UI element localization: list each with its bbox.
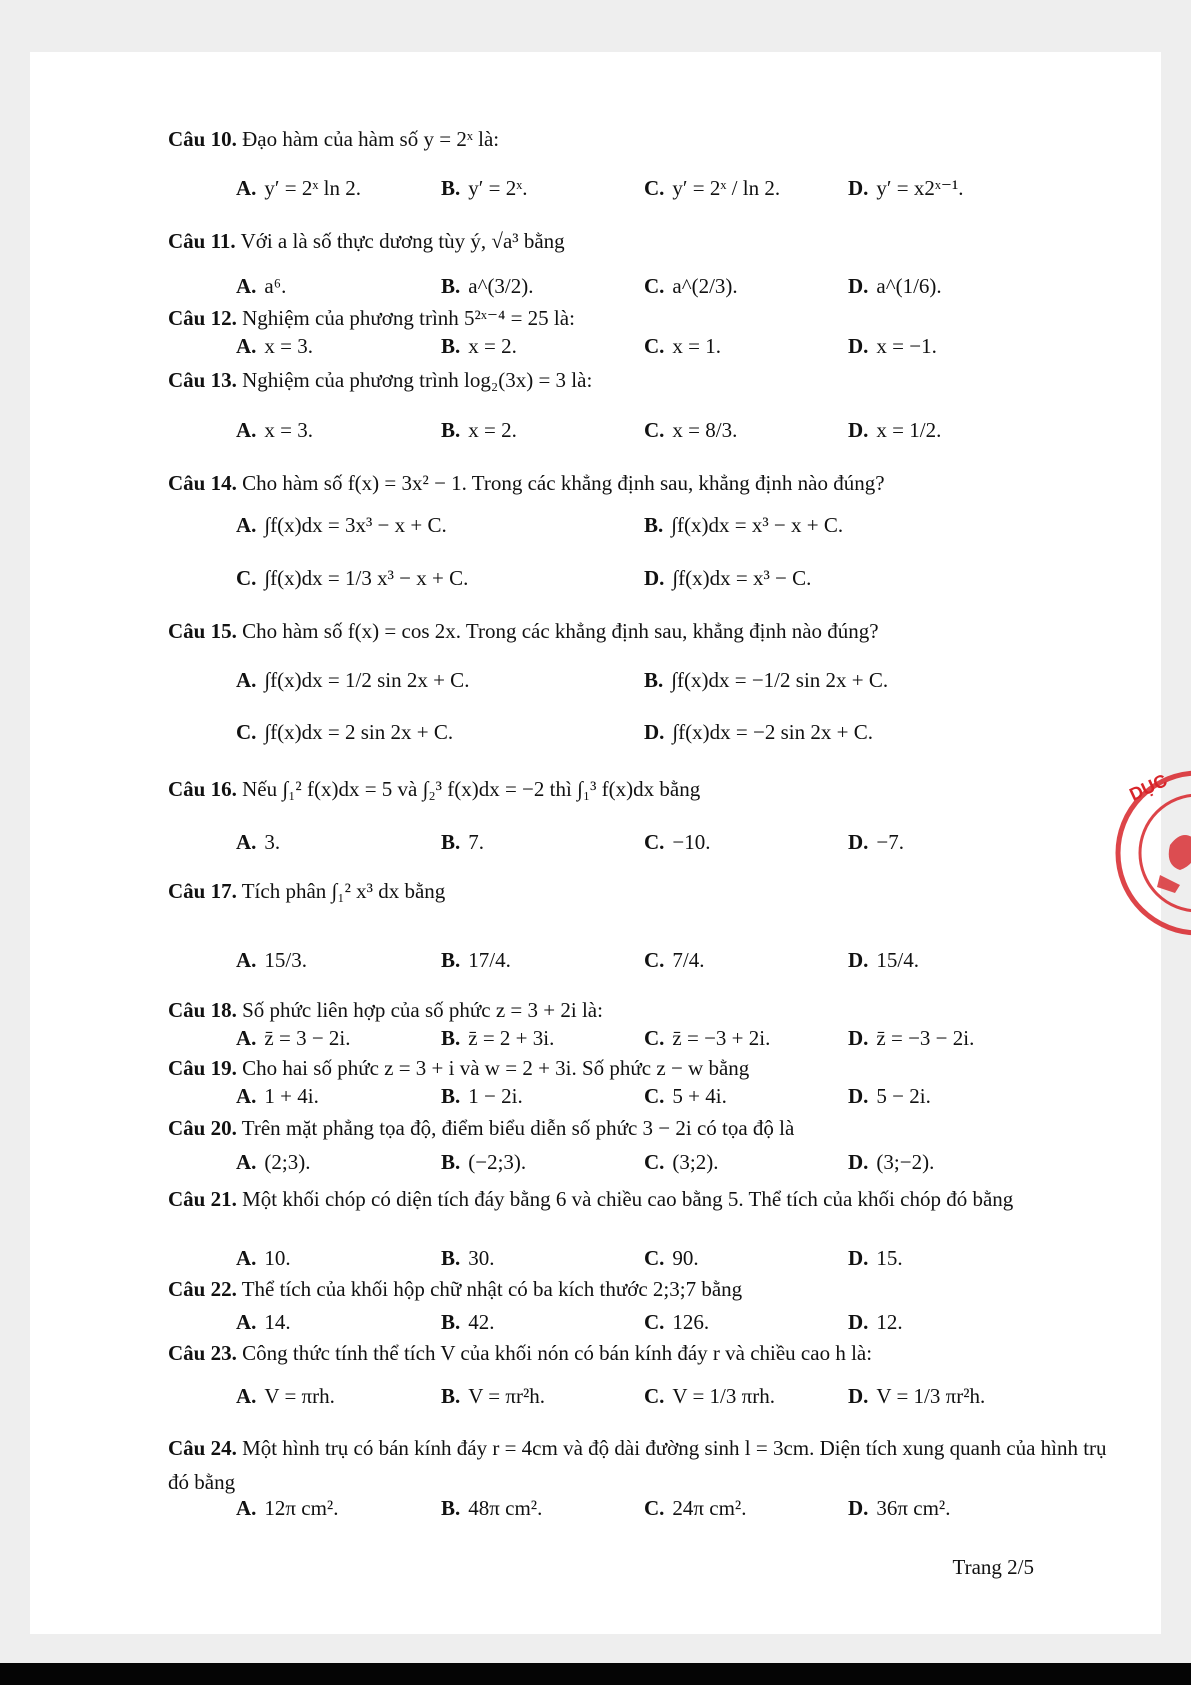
option-b: 42. — [468, 1309, 495, 1334]
options-16 — [236, 822, 1136, 862]
option-letter: B. — [441, 1149, 461, 1174]
question-22 — [168, 1276, 1128, 1302]
option-letter: C. — [644, 175, 665, 200]
option-letter: B. — [441, 829, 461, 854]
option-letter: D. — [644, 719, 665, 744]
option-a: ∫f(x)dx = 1/2 sin 2x + C. — [264, 667, 470, 692]
question-number: Câu 12. — [168, 306, 237, 330]
option-letter: B. — [644, 667, 664, 692]
option-letter: A. — [236, 829, 257, 854]
option-letter: B. — [644, 512, 664, 537]
option-letter: C. — [644, 829, 665, 854]
option-d: 36π cm². — [876, 1495, 951, 1520]
option-letter: C. — [236, 565, 257, 590]
option-letter: A. — [236, 667, 257, 692]
option-b: y′ = 2ˣ. — [468, 175, 528, 200]
option-letter: A. — [236, 1495, 257, 1520]
question-number: Câu 16. — [168, 777, 237, 801]
question-text: Cho hàm số f(x) = 3x² − 1. Trong các khẳng định sau, khẳng định nào đúng? — [242, 471, 885, 495]
option-a: 14. — [264, 1309, 291, 1334]
option-c: ∫f(x)dx = 1/3 x³ − x + C. — [264, 565, 469, 590]
option-a: 10. — [264, 1245, 291, 1270]
option-d: 5 − 2i. — [876, 1083, 931, 1108]
option-letter: B. — [441, 1309, 461, 1334]
option-letter: B. — [441, 1025, 461, 1050]
option-b: x = 2. — [468, 417, 517, 442]
options-24 — [236, 1488, 1136, 1528]
option-c: V = 1/3 πrh. — [672, 1383, 775, 1408]
option-letter: B. — [441, 947, 461, 972]
option-letter: C. — [644, 1383, 665, 1408]
option-letter: D. — [848, 417, 869, 442]
option-c: 24π cm². — [672, 1495, 747, 1520]
option-c: y′ = 2ˣ / ln 2. — [672, 175, 781, 200]
option-letter: D. — [848, 333, 869, 358]
option-d: y′ = x2ˣ⁻¹. — [876, 175, 964, 200]
option-b: 1 − 2i. — [468, 1083, 523, 1108]
option-a: V = πrh. — [264, 1383, 335, 1408]
question-text: Tích phân ∫₁² x³ dx bằng — [241, 879, 446, 903]
question-text: Cho hai số phức z = 3 + i và w = 2 + 3i. Số phức z − w bằng — [242, 1056, 750, 1080]
options-15-row2 — [236, 712, 1136, 752]
question-16 — [168, 776, 1128, 802]
option-b: z̄ = 2 + 3i. — [468, 1025, 555, 1050]
option-letter: C. — [236, 719, 257, 744]
option-a: 12π cm². — [264, 1495, 339, 1520]
options-17 — [236, 940, 1136, 980]
option-letter: A. — [236, 1083, 257, 1108]
option-a: y′ = 2ˣ ln 2. — [264, 175, 362, 200]
option-d: 15. — [876, 1245, 903, 1270]
option-d: 12. — [876, 1309, 903, 1334]
question-number: Câu 23. — [168, 1341, 237, 1365]
option-letter: A. — [236, 1383, 257, 1408]
option-a: x = 3. — [264, 333, 314, 358]
options-11 — [236, 266, 1136, 306]
option-a: ∫f(x)dx = 3x³ − x + C. — [264, 512, 447, 537]
option-b: (−2;3). — [468, 1149, 527, 1174]
option-c: 126. — [672, 1309, 710, 1334]
question-number: Câu 14. — [168, 471, 237, 495]
option-letter: B. — [441, 1245, 461, 1270]
question-number: Câu 13. — [168, 368, 237, 392]
option-letter: D. — [848, 1495, 869, 1520]
option-letter: D. — [848, 273, 869, 298]
option-letter: C. — [644, 417, 665, 442]
option-a: (2;3). — [264, 1149, 311, 1174]
option-c: z̄ = −3 + 2i. — [672, 1025, 771, 1050]
option-c: −10. — [672, 829, 711, 854]
option-letter: B. — [441, 333, 461, 358]
option-letter: A. — [236, 333, 257, 358]
question-10 — [168, 126, 1128, 152]
option-c: ∫f(x)dx = 2 sin 2x + C. — [264, 719, 454, 744]
option-letter: D. — [848, 1083, 869, 1108]
option-letter: B. — [441, 1495, 461, 1520]
option-d: ∫f(x)dx = −2 sin 2x + C. — [672, 719, 873, 744]
option-d: −7. — [876, 829, 905, 854]
option-d: V = 1/3 πr²h. — [876, 1383, 986, 1408]
question-text: Nghiệm của phương trình 5²ˣ⁻⁴ = 25 là: — [242, 306, 575, 330]
option-c: x = 8/3. — [672, 417, 738, 442]
option-d: x = −1. — [876, 333, 937, 358]
option-c: x = 1. — [672, 333, 722, 358]
question-number: Câu 10. — [168, 127, 237, 151]
question-number: Câu 21. — [168, 1187, 237, 1211]
question-13 — [168, 367, 1128, 393]
option-letter: A. — [236, 1245, 257, 1270]
option-letter: D. — [848, 1309, 869, 1334]
question-21 — [168, 1182, 1108, 1216]
bottom-scan-edge — [0, 1663, 1191, 1685]
option-a: z̄ = 3 − 2i. — [264, 1025, 351, 1050]
question-number: Câu 17. — [168, 879, 237, 903]
option-b: 17/4. — [468, 947, 511, 972]
option-d: (3;−2). — [876, 1149, 935, 1174]
option-letter: C. — [644, 1149, 665, 1174]
option-b: 48π cm². — [468, 1495, 543, 1520]
option-a: 1 + 4i. — [264, 1083, 319, 1108]
option-letter: B. — [441, 417, 461, 442]
option-a: x = 3. — [264, 417, 314, 442]
option-letter: C. — [644, 947, 665, 972]
question-number: Câu 11. — [168, 229, 236, 253]
option-letter: C. — [644, 1495, 665, 1520]
options-15-row1 — [236, 660, 1136, 700]
option-letter: D. — [848, 1383, 869, 1408]
question-text: Với a là số thực dương tùy ý, √a³ bằng — [240, 229, 565, 253]
question-11 — [168, 228, 1128, 254]
question-text: Một khối chóp có diện tích đáy bằng 6 và chiều cao bằng 5. Thể tích của khối chóp đó bằng — [242, 1187, 1014, 1211]
question-number: Câu 24. — [168, 1436, 237, 1460]
question-text: Cho hàm số f(x) = cos 2x. Trong các khẳng định sau, khẳng định nào đúng? — [242, 619, 879, 643]
option-letter: A. — [236, 512, 257, 537]
option-d: a^(1/6). — [876, 273, 942, 298]
options-10 — [236, 168, 1136, 208]
option-letter: C. — [644, 1025, 665, 1050]
option-letter: C. — [644, 1309, 665, 1334]
question-text: Số phức liên hợp của số phức z = 3 + 2i là: — [242, 998, 603, 1022]
question-number: Câu 18. — [168, 998, 237, 1022]
option-letter: A. — [236, 947, 257, 972]
question-17 — [168, 878, 1128, 904]
options-21 — [236, 1238, 1136, 1278]
question-text: Nếu ∫₁² f(x)dx = 5 và ∫₂³ f(x)dx = −2 thì ∫₁³ f(x)dx bằng — [242, 777, 701, 801]
option-letter: B. — [441, 175, 461, 200]
option-letter: D. — [848, 947, 869, 972]
option-letter: D. — [848, 1245, 869, 1270]
options-18 — [236, 1018, 1136, 1058]
option-a: 15/3. — [264, 947, 308, 972]
option-b: ∫f(x)dx = −1/2 sin 2x + C. — [671, 667, 889, 692]
options-12 — [236, 326, 1136, 366]
option-letter: B. — [441, 1383, 461, 1408]
question-text: Công thức tính thể tích V của khối nón có bán kính đáy r và chiều cao h là: — [242, 1341, 873, 1365]
option-letter: B. — [441, 1083, 461, 1108]
option-letter: A. — [236, 273, 257, 298]
option-letter: C. — [644, 1083, 665, 1108]
option-a: 3. — [264, 829, 281, 854]
option-letter: C. — [644, 1245, 665, 1270]
question-number: Câu 19. — [168, 1056, 237, 1080]
option-b: V = πr²h. — [468, 1383, 546, 1408]
option-b: 30. — [468, 1245, 495, 1270]
options-19 — [236, 1076, 1136, 1116]
question-number: Câu 20. — [168, 1116, 237, 1140]
option-d: x = 1/2. — [876, 417, 942, 442]
question-text: Đạo hàm của hàm số y = 2ˣ là: — [242, 127, 500, 151]
question-20 — [168, 1115, 1128, 1141]
question-23 — [168, 1340, 1128, 1366]
option-letter: D. — [644, 565, 665, 590]
question-number: Câu 22. — [168, 1277, 237, 1301]
option-letter: A. — [236, 1309, 257, 1334]
option-b: x = 2. — [468, 333, 517, 358]
options-22 — [236, 1302, 1136, 1342]
option-a: a⁶. — [264, 273, 287, 298]
svg-text:DỤC: DỤC — [1126, 770, 1171, 805]
question-15 — [168, 618, 1128, 644]
option-letter: A. — [236, 1025, 257, 1050]
option-letter: A. — [236, 1149, 257, 1174]
option-c: a^(2/3). — [672, 273, 738, 298]
option-d: 15/4. — [876, 947, 920, 972]
options-13 — [236, 410, 1136, 450]
option-c: 5 + 4i. — [672, 1083, 727, 1108]
option-c: 7/4. — [672, 947, 705, 972]
option-letter: C. — [644, 333, 665, 358]
option-c: 90. — [672, 1245, 699, 1270]
option-letter: A. — [236, 175, 257, 200]
options-23 — [236, 1376, 1136, 1416]
option-letter: C. — [644, 273, 665, 298]
question-number: Câu 15. — [168, 619, 237, 643]
question-text: Một hình trụ có bán kính đáy r = 4cm và độ dài đường sinh l = 3cm. Diện tích xung quanh của hình trụ đó bằng — [168, 1436, 1107, 1494]
option-letter: B. — [441, 273, 461, 298]
option-b: a^(3/2). — [468, 273, 534, 298]
question-14 — [168, 470, 1128, 496]
option-letter: D. — [848, 1025, 869, 1050]
option-d: z̄ = −3 − 2i. — [876, 1025, 975, 1050]
option-letter: D. — [848, 829, 869, 854]
official-seal-stamp — [1110, 765, 1191, 940]
option-b: 7. — [468, 829, 485, 854]
option-letter: D. — [848, 175, 869, 200]
options-14-row1 — [236, 505, 1136, 545]
option-c: (3;2). — [672, 1149, 719, 1174]
option-letter: D. — [848, 1149, 869, 1174]
option-letter: A. — [236, 417, 257, 442]
option-b: ∫f(x)dx = x³ − x + C. — [671, 512, 844, 537]
question-text: Thể tích của khối hộp chữ nhật có ba kích thước 2;3;7 bằng — [241, 1277, 743, 1301]
question-text: Trên mặt phẳng tọa độ, điểm biểu diễn số phức 3 − 2i có tọa độ là — [241, 1116, 795, 1140]
options-20 — [236, 1142, 1136, 1182]
page-number: Trang 2/5 — [952, 1555, 1034, 1579]
options-14-row2 — [236, 558, 1136, 598]
question-text: Nghiệm của phương trình log₂(3x) = 3 là: — [242, 368, 593, 392]
option-d: ∫f(x)dx = x³ − C. — [672, 565, 812, 590]
